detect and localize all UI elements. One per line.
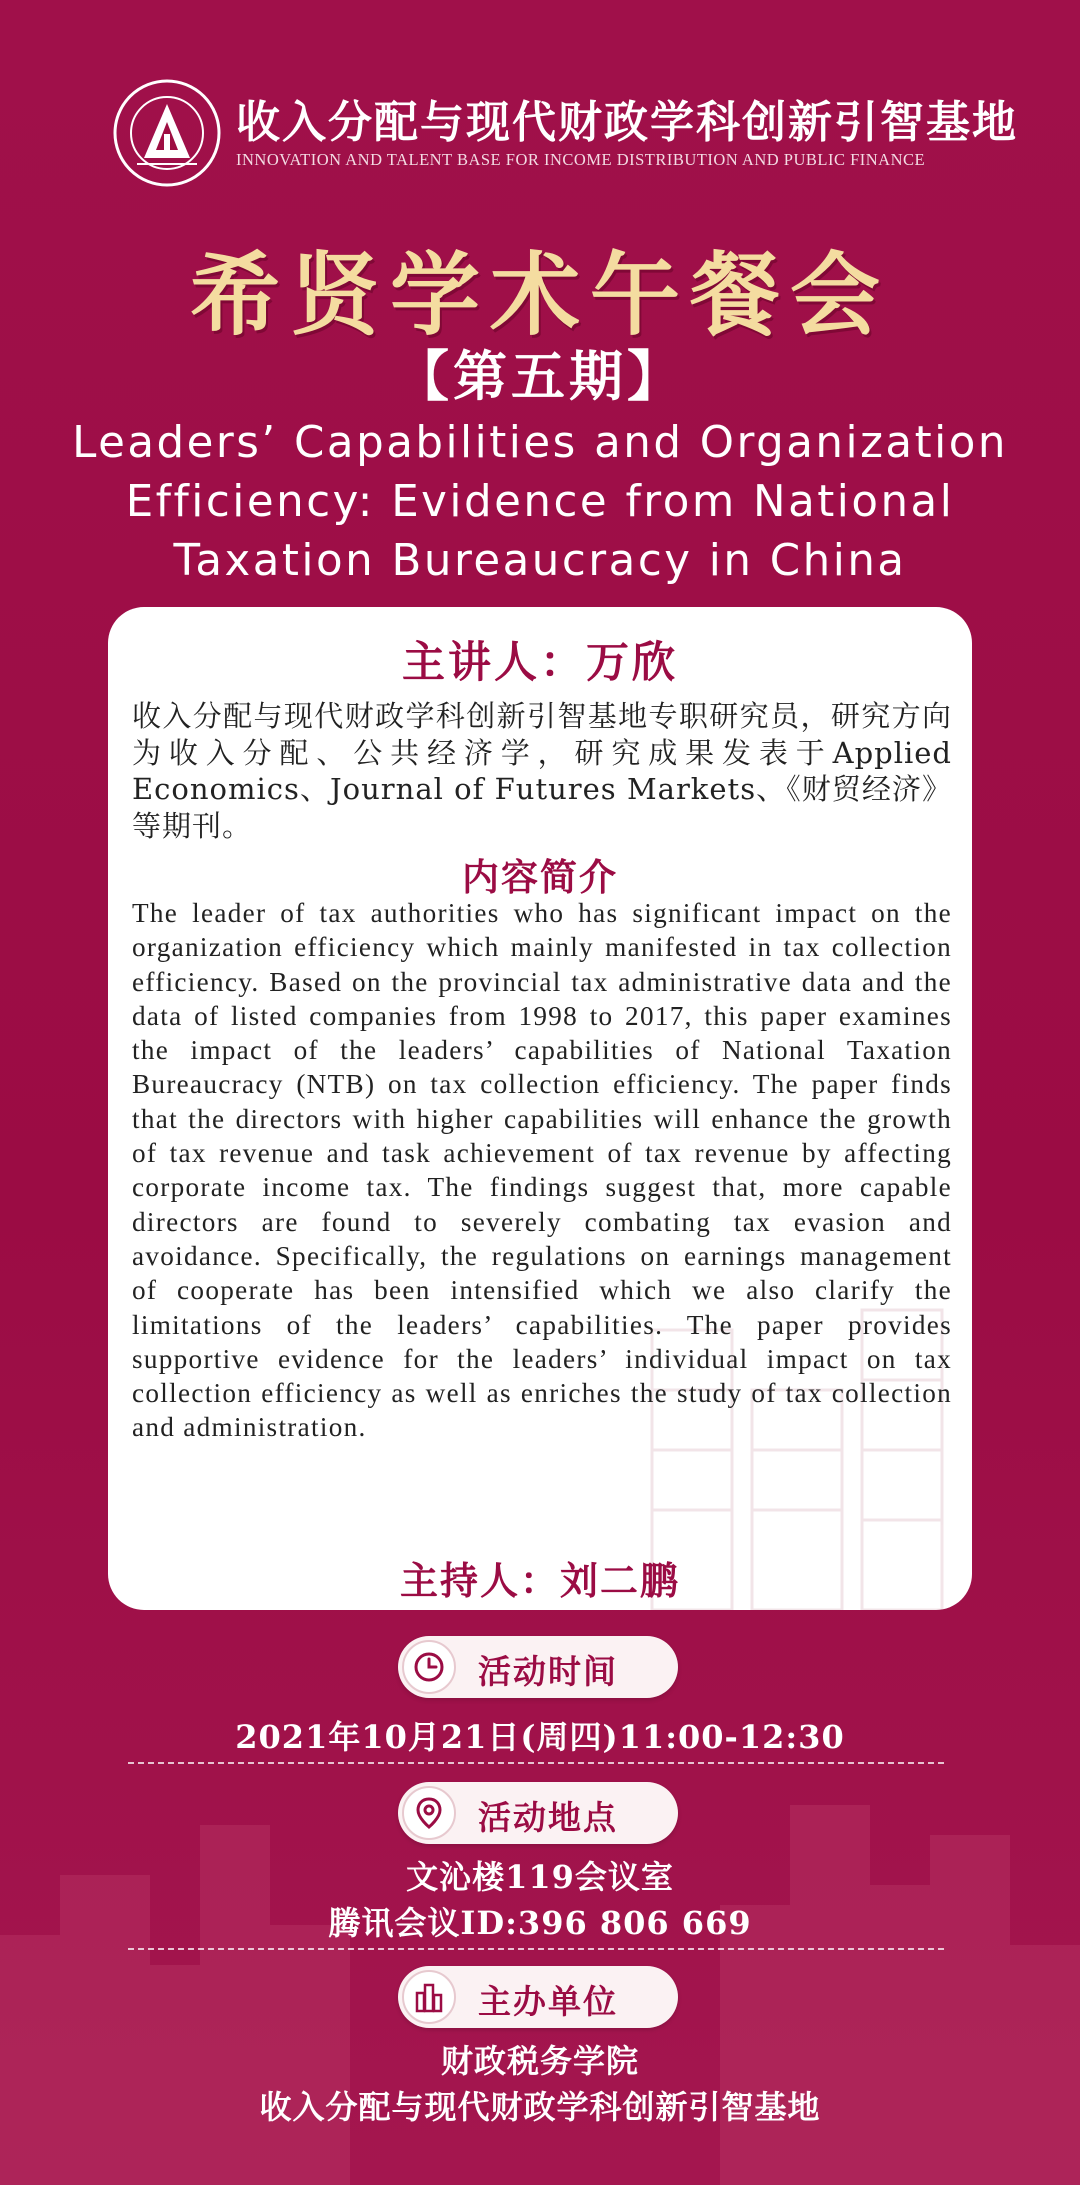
location-label-pill bbox=[398, 1782, 678, 1844]
organizer-school: 财政税务学院 bbox=[440, 2042, 639, 2080]
speaker-bio: 收入分配与现代财政学科创新引智基地专职研究员，研究方向为收入分配、公共经济学，研究成果发表于Applied Economics、Journal of Futures Markets、《财贸经济》等期刊。 bbox=[132, 699, 952, 843]
university-seal-icon bbox=[112, 78, 222, 188]
org-name-cn: 收入分配与现代财政学科创新引智基地 bbox=[236, 97, 1018, 148]
building-icon bbox=[402, 1970, 456, 2024]
issue-label: 【第五期】 bbox=[395, 344, 685, 408]
content-card bbox=[108, 607, 972, 1610]
host-name: 主持人：刘二鹏 bbox=[399, 1558, 680, 1603]
header bbox=[112, 72, 1018, 182]
organizer-label: 主办单位 bbox=[478, 1982, 618, 2021]
location-pin-icon bbox=[402, 1786, 456, 1840]
divider bbox=[128, 1948, 944, 1950]
meeting-room: 文沁楼119会议室 bbox=[406, 1858, 674, 1896]
time-label: 活动时间 bbox=[478, 1652, 618, 1691]
org-name-en: INNOVATION AND TALENT BASE FOR INCOME DISTRIBUTION AND PUBLIC FINANCE bbox=[236, 150, 926, 169]
clock-icon bbox=[402, 1640, 456, 1694]
abstract-text: The leader of tax authorities who has significant impact on the organization efficiency which mainly manifested in tax collection efficiency. Based on the provincial tax administrative data and the data of listed companies from 1998 to 2017, this paper examines the impact of the leaders’ capabilities of National Taxation Bureaucracy (NTB) on tax collection efficiency. The paper finds that the directors with higher capabilities will enhance the growth of tax revenue and task achievement of tax revenue by affecting corporate income tax. The findings suggest that, more capable directors are found to severely combating tax evasion and avoidance. Specifically, the regulations on earnings management of cooperate has been intensified which we also clarify the limitations of the leaders’ capabilities. The paper provides supportive evidence for the leaders’ individual impact on tax collection efficiency as well as enriches the study of tax collection and administration. bbox=[132, 898, 952, 1443]
time-label-pill bbox=[398, 1636, 678, 1698]
organizer-base: 收入分配与现代财政学科创新引智基地 bbox=[259, 2088, 821, 2126]
event-time: 2021年10月21日(周四)11:00-12:30 bbox=[235, 1718, 845, 1756]
event-title: 希贤学术午餐会 bbox=[190, 242, 890, 348]
talk-topic: Leaders’ Capabilities and Organization Efficiency: Evidence from National Taxation Bureaucracy in China bbox=[72, 418, 1008, 586]
speaker-name: 主讲人：万欣 bbox=[402, 638, 678, 688]
location-label: 活动地点 bbox=[478, 1798, 618, 1837]
abstract-heading: 内容简介 bbox=[462, 855, 618, 899]
organizer-label-pill bbox=[398, 1966, 678, 2028]
divider bbox=[128, 1762, 944, 1764]
meeting-id: 腾讯会议ID:396 806 669 bbox=[328, 1904, 752, 1942]
